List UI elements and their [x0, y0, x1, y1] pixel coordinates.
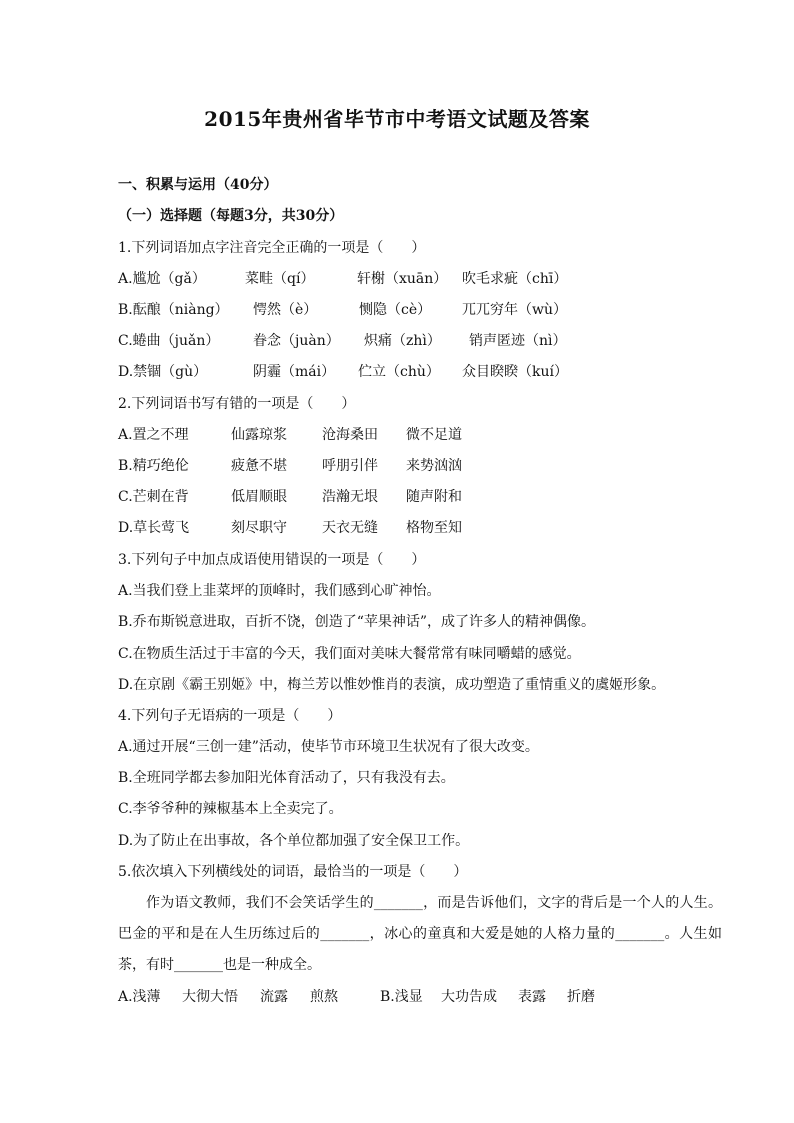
question-1-stem: 1.下列词语加点字注音完全正确的一项是（ ）: [118, 240, 426, 256]
option-term: 低眉顺眼: [231, 489, 287, 505]
option-term: A.尴尬（gǎ）: [118, 271, 206, 287]
option-term: 吹毛求疵（chī）: [462, 271, 568, 287]
section-heading: 一、积累与运用（40分）: [118, 177, 278, 193]
option-term: 随声附和: [406, 489, 462, 505]
option-term: 销声匿迹（nì）: [469, 333, 567, 349]
option-term: 兀兀穷年（wù）: [462, 302, 567, 318]
question-5-stem: 5.依次填入下列横线处的词语，最恰当的一项是（ ）: [118, 864, 468, 880]
option-term: A.置之不理: [118, 427, 189, 443]
option-term: 呼朋引伴: [322, 458, 378, 474]
option-term: A.浅薄: [118, 989, 161, 1005]
question-4-option-d: D.为了防止在出事故，各个单位都加强了安全保卫工作。: [118, 833, 470, 849]
question-3-option-a: A.当我们登上韭菜坪的顶峰时，我们感到心旷神怡。: [118, 583, 441, 599]
option-term: 来势汹汹: [406, 458, 462, 474]
option-term: 众目睽睽（kuí）: [462, 364, 568, 380]
option-term: 折磨: [567, 989, 595, 1005]
option-term: 眷念（juàn）: [253, 333, 340, 349]
question-4-stem: 4.下列句子无语病的一项是（ ）: [118, 708, 342, 724]
option-term: 仙露琼浆: [231, 427, 287, 443]
option-term: B.浅显: [380, 989, 423, 1005]
question-4-option-b: B.全班同学都去参加阳光体育活动了，只有我没有去。: [118, 770, 455, 786]
question-3-option-c: C.在物质生活过于丰富的今天，我们面对美味大餐常常有味同嚼蜡的感觉。: [118, 646, 581, 662]
option-term: 大彻大悟: [182, 989, 238, 1005]
option-term: B.酝酿（niàng）: [118, 302, 229, 318]
page-title: 2015年贵州省毕节市中考语文试题及答案: [204, 107, 590, 131]
question-3-option-d: D.在京剧《霸王别姬》中，梅兰芳以惟妙惟肖的表演，成功塑造了重情重义的虞姬形象。: [118, 677, 666, 693]
option-term: 轩榭（xuān）: [357, 271, 448, 287]
option-term: C.芒刺在背: [118, 489, 189, 505]
question-4-option-c: C.李爷爷种的辣椒基本上全卖完了。: [118, 801, 343, 817]
option-term: D.禁锢（gù）: [118, 364, 208, 380]
option-term: C.蜷曲（juǎn）: [118, 333, 220, 349]
option-term: 沧海桑田: [322, 427, 378, 443]
option-term: 流露: [260, 989, 288, 1005]
option-term: B.精巧绝伦: [118, 458, 189, 474]
question-3-stem: 3.下列句子中加点成语使用错误的一项是（ ）: [118, 552, 426, 568]
option-term: 刻尽职守: [231, 520, 287, 536]
option-term: D.草长莺飞: [118, 520, 190, 536]
option-term: 伫立（chù）: [358, 364, 440, 380]
option-term: 表露: [518, 989, 546, 1005]
question-4-option-a: A.通过开展“三创一建”活动，使毕节市环境卫生状况有了很大改变。: [118, 739, 539, 755]
option-term: 炽痛（zhì）: [364, 333, 441, 349]
option-term: 恻隐（cè）: [359, 302, 432, 318]
option-term: 格物至知: [406, 520, 462, 536]
option-term: 菜畦（qí）: [245, 271, 315, 287]
option-term: 疲惫不堪: [231, 458, 287, 474]
option-term: 天衣无缝: [322, 520, 378, 536]
section-subheading: （一）选择题（每题3分，共30分）: [118, 208, 344, 224]
question-5-passage: 作为语文教师，我们不会笑话学生的_______，而是告诉他们，文字的背后是一个人的人生。巴金的平和是在人生历练过后的_______，冰心的童真和大爱是她的人格力量的_______。人生如茶，有时_______也是一种成全。: [118, 895, 722, 973]
option-term: 煎熬: [310, 989, 338, 1005]
option-term: 愕然（è）: [253, 302, 318, 318]
option-term: 阴霾（mái）: [253, 364, 336, 380]
option-term: 浩瀚无垠: [322, 489, 378, 505]
question-2-stem: 2.下列词语书写有错的一项是（ ）: [118, 396, 356, 412]
option-term: 大功告成: [441, 989, 497, 1005]
option-term: 微不足道: [406, 427, 462, 443]
question-3-option-b: B.乔布斯锐意进取，百折不饶，创造了“苹果神话”，成了许多人的精神偶像。: [118, 614, 596, 630]
